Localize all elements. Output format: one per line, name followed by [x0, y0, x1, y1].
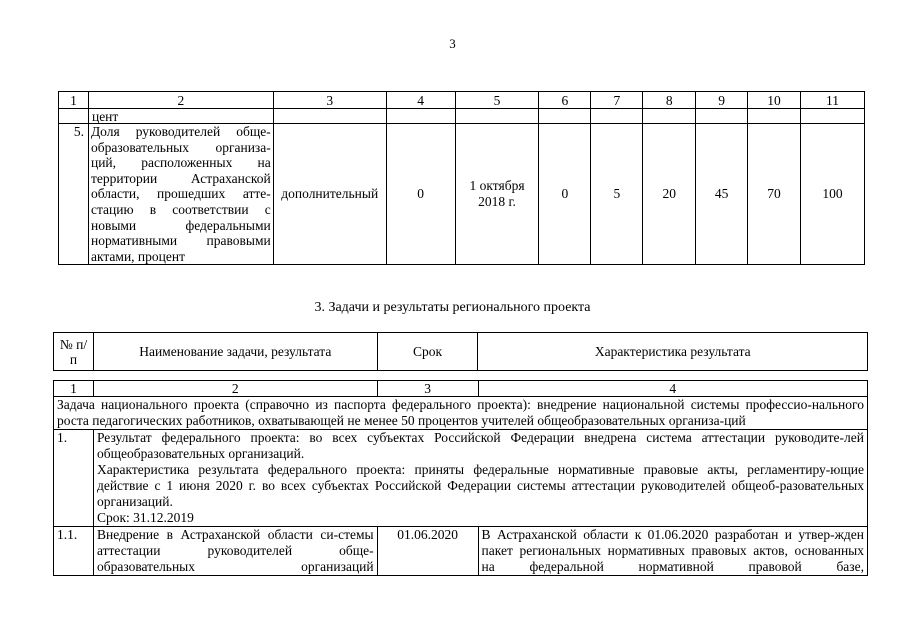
- column-number: 8: [643, 92, 696, 109]
- value-cell: 100: [800, 124, 864, 265]
- continuation-text: цент: [88, 109, 273, 124]
- column-number: 6: [539, 92, 591, 109]
- column-number: 1: [54, 381, 94, 397]
- indicator-row: [59, 124, 865, 265]
- federal-result-text: Результат федерального проекта: во всех субъектах Российской Федерации внедрена система аттестации руководите-лей общеобразовательных организаций.: [96, 430, 864, 461]
- row-number: 5.: [59, 124, 89, 265]
- base-date: 1 октября 2018 г.: [455, 124, 539, 265]
- header-number: № п/п: [54, 333, 94, 371]
- regional-result-characteristic: В Астраханской области к 01.06.2020 разработан и утвер-жден пакет региональных нормативных правовых актов, основанных на федеральной нормативной правовой базе,: [478, 527, 867, 576]
- column-number: 1: [59, 92, 89, 109]
- regional-result-term: 01.06.2020: [377, 527, 478, 576]
- column-number: 7: [591, 92, 643, 109]
- value-cell: 5: [591, 124, 643, 265]
- value-cell: 0: [539, 124, 591, 265]
- regional-result-name: Внедрение в Астраханской области си-стемы аттестации руководителей обще-образовательных организаций: [93, 527, 377, 576]
- page-number: 3: [449, 36, 456, 51]
- column-number: 10: [748, 92, 801, 109]
- column-number: 3: [377, 381, 478, 397]
- column-number: 4: [386, 92, 455, 109]
- value-cell: 70: [748, 124, 801, 265]
- indicators-table: [58, 91, 865, 265]
- federal-result-row: [54, 430, 868, 527]
- header-characteristic: Характеристика результата: [478, 333, 868, 371]
- base-value: 0: [386, 124, 455, 265]
- column-number: 3: [273, 92, 386, 109]
- column-number: 11: [800, 92, 864, 109]
- federal-result-term: Срок: 31.12.2019: [96, 510, 194, 525]
- federal-result-cell: [93, 430, 867, 527]
- column-number: 4: [478, 381, 867, 397]
- indicators-header-row: [59, 92, 865, 109]
- continuation-row: [59, 109, 865, 124]
- tasks-header-table: [53, 332, 868, 371]
- tasks-header-row: [54, 333, 868, 371]
- header-term: Срок: [377, 333, 478, 371]
- section-title: 3. Задачи и результаты регионального проекта: [314, 300, 591, 315]
- column-number: 9: [696, 92, 748, 109]
- header-name: Наименование задачи, результата: [93, 333, 377, 371]
- indicator-name: Доля руководителей обще-образовательных организа-ций, расположенных на территории Астраханской области, прошедших атте-стацию в соответствии с новыми федеральными нормативными правовыми актами, процент: [88, 124, 273, 265]
- column-number: 2: [88, 92, 273, 109]
- national-task-row: [54, 397, 868, 430]
- national-task-text: Задача национального проекта (справочно из паспорта федерального проекта): внедрение национальной системы профессио-нального роста педагогических работников, охватывающей не менее 50 процентов учителей общеобразовательных организа-ций: [54, 397, 868, 430]
- row-number: 1.: [54, 430, 94, 527]
- value-cell: 20: [643, 124, 696, 265]
- column-number: 2: [93, 381, 377, 397]
- column-number: 5: [455, 92, 539, 109]
- value-cell: 45: [696, 124, 748, 265]
- tasks-table: [53, 380, 868, 576]
- indicator-type: дополнительный: [273, 124, 386, 265]
- regional-result-row: [54, 527, 868, 576]
- row-number: 1.1.: [54, 527, 94, 576]
- federal-result-characteristic: Характеристика результата федерального проекта: приняты федеральные нормативные правовые акты, регламентиру-ющие действие с 1 июня 2020 г. во всех субъектах Российской Федерации системы аттестации руководителей общеоб-разовательных организаций.: [96, 462, 864, 509]
- tasks-column-numbers-row: [54, 381, 868, 397]
